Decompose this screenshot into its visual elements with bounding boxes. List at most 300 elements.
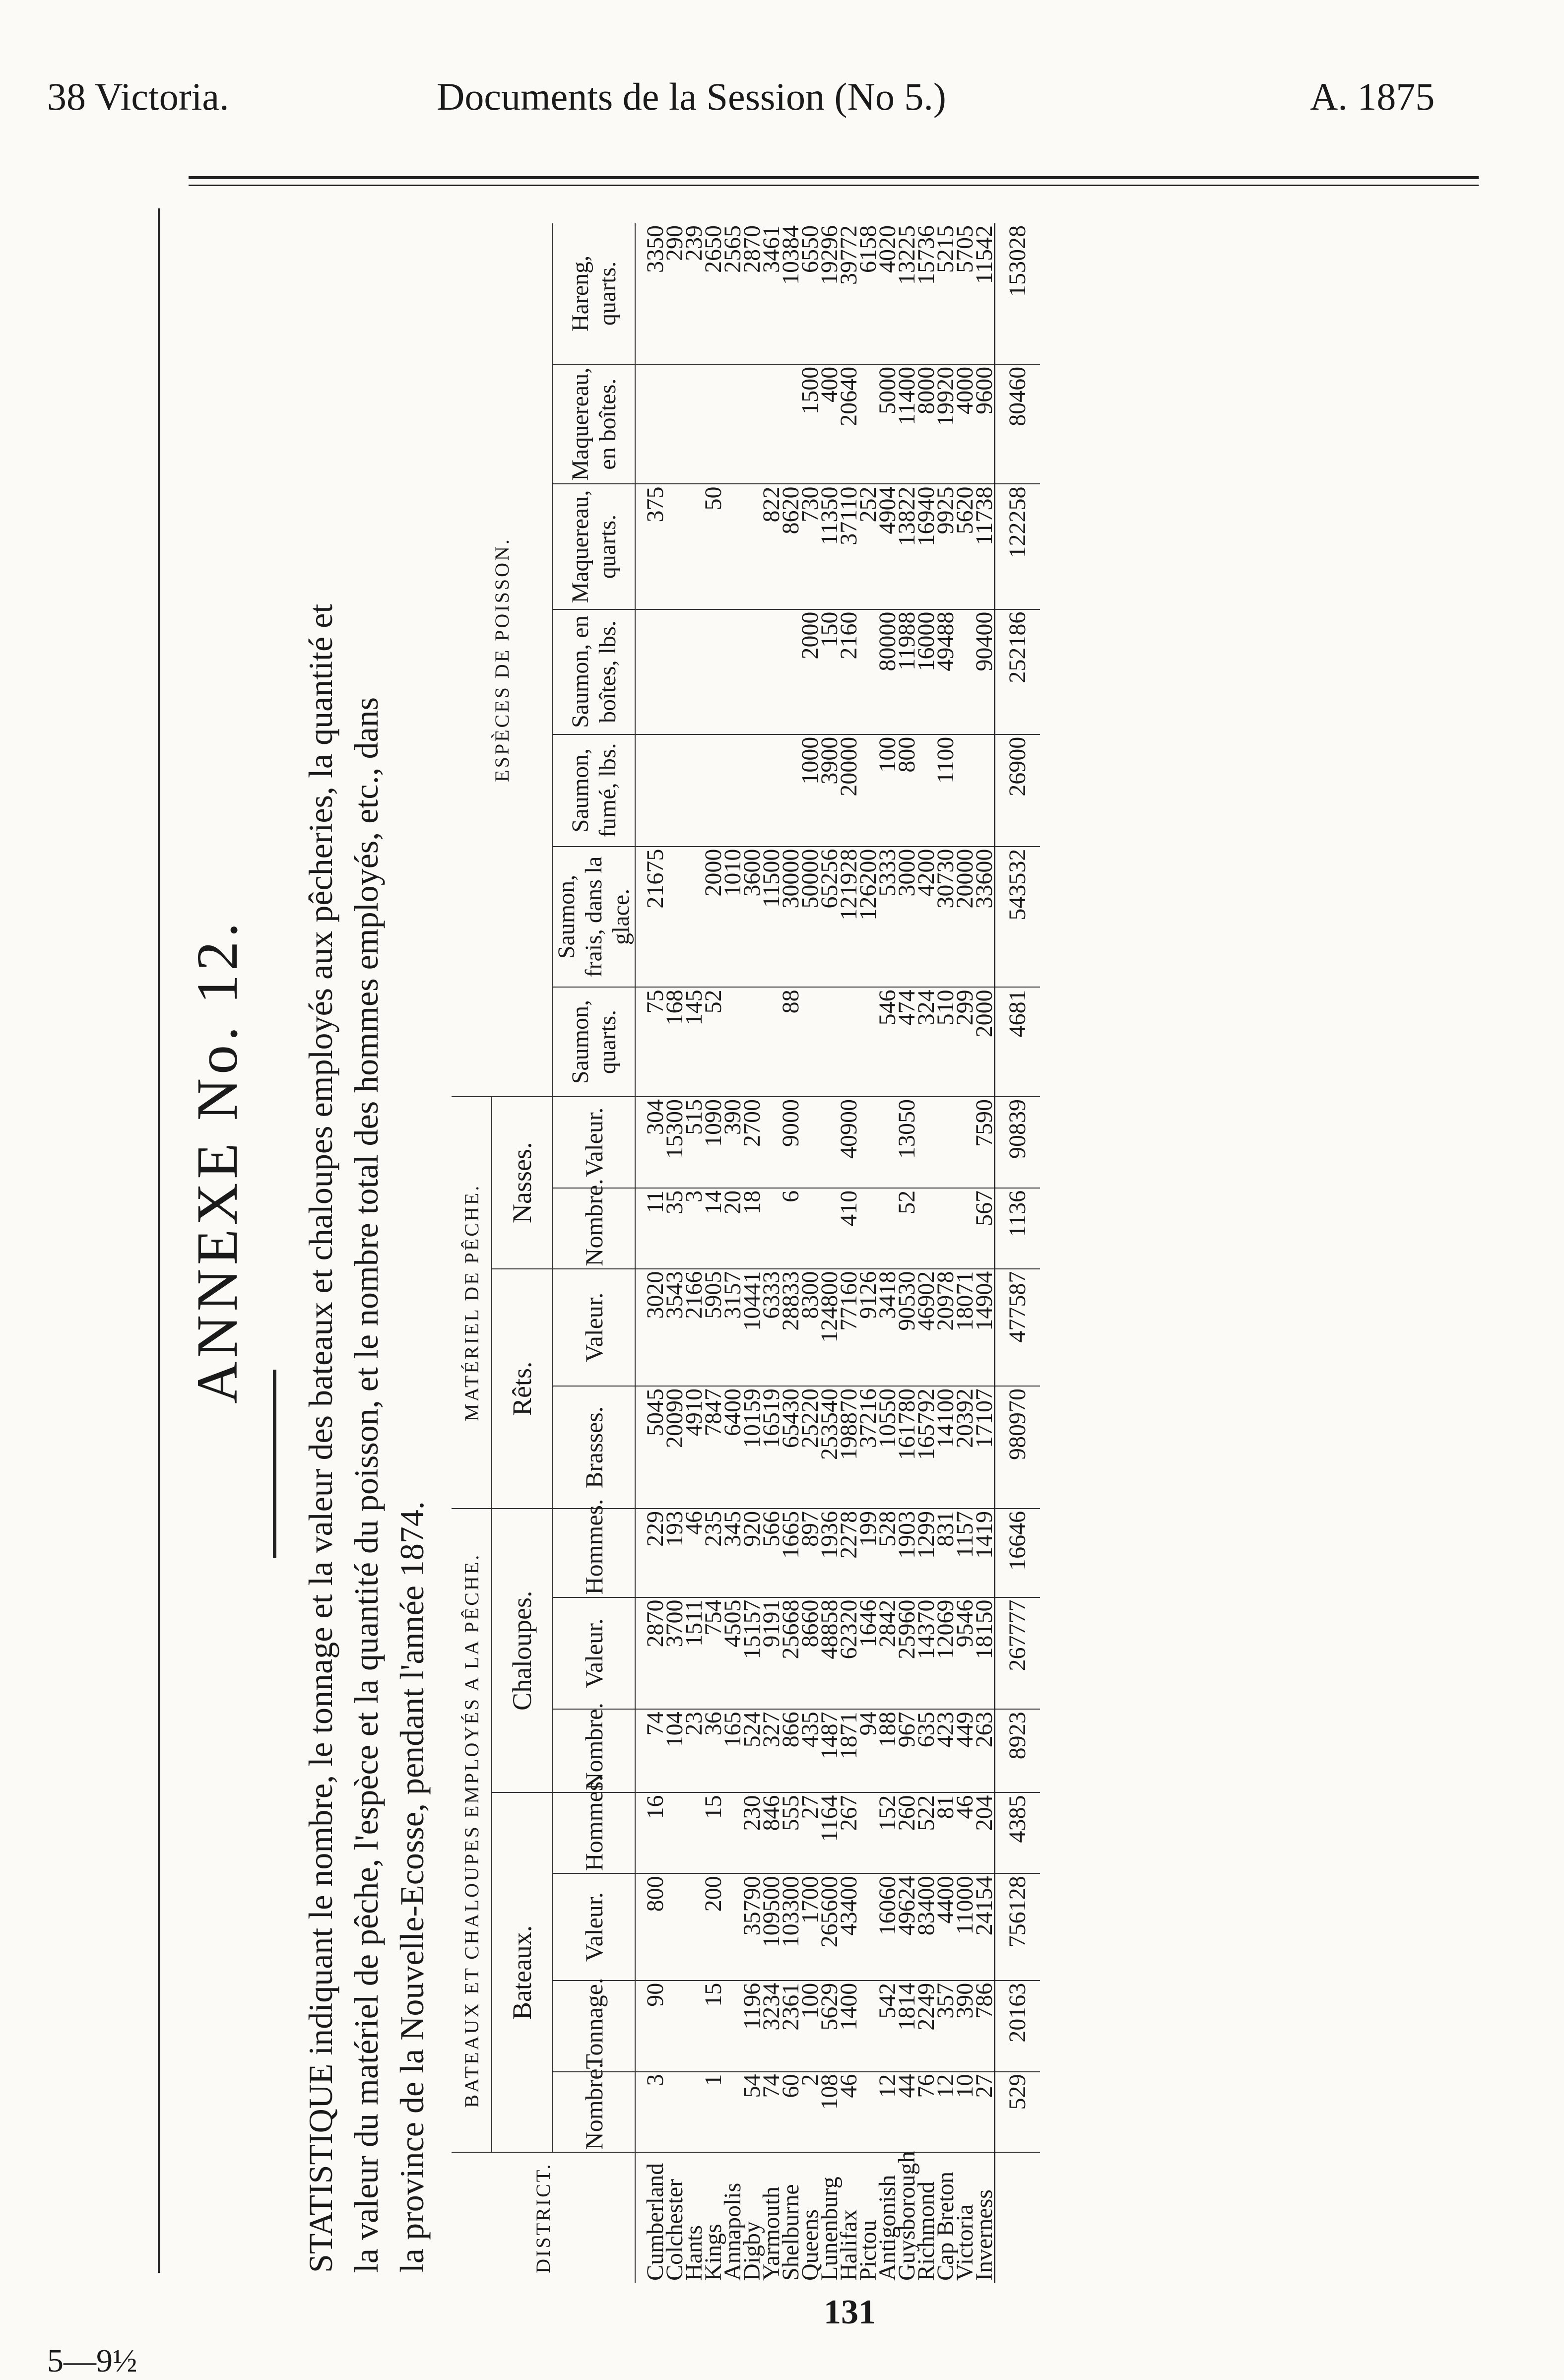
col-maquereau-quarts: Maquereau, quarts. <box>552 484 635 609</box>
value-cell: 1700 <box>800 1873 820 1980</box>
col-rets-valeur: Valeur. <box>552 1269 635 1386</box>
value-cell: 6550 <box>800 223 820 364</box>
value-cell: 3418 <box>878 1269 897 1386</box>
value-cell: 14904 <box>975 1269 995 1386</box>
annex-title: ANNEXE No. 12. <box>185 919 250 1404</box>
value-cell: 88 <box>781 987 800 1097</box>
total-cell: 529 <box>995 2072 1041 2153</box>
value-cell <box>723 734 742 847</box>
value-cell: 100 <box>878 734 897 847</box>
value-cell <box>684 734 704 847</box>
value-cell: 43400 <box>839 1873 858 1980</box>
value-cell: 2565 <box>723 223 742 364</box>
value-cell: 10441 <box>742 1269 762 1386</box>
value-cell: 16519 <box>762 1386 781 1509</box>
value-cell: 16 <box>635 1793 665 1874</box>
value-cell: 3000 <box>897 847 916 988</box>
value-cell: 39772 <box>839 223 858 364</box>
value-cell: 165 <box>723 1709 742 1792</box>
value-cell: 13050 <box>897 1097 916 1188</box>
value-cell: 3461 <box>762 223 781 364</box>
nasses-subheader: Nasses. <box>492 1097 552 1269</box>
value-cell: 25220 <box>800 1386 820 1509</box>
value-cell: 730 <box>800 484 820 609</box>
col-saumon-fume: Saumon, fumé, lbs. <box>552 734 635 847</box>
bateaux-subheader: Bateaux. <box>492 1793 552 2153</box>
value-cell: 390 <box>955 1981 975 2072</box>
value-cell: 304 <box>635 1097 665 1188</box>
value-cell: 16060 <box>878 1873 897 1980</box>
value-cell: 260 <box>897 1793 916 1874</box>
table-body <box>635 223 1040 2283</box>
value-cell: 357 <box>936 1981 955 2072</box>
value-cell <box>635 734 665 847</box>
value-cell <box>723 609 742 734</box>
district-name-cell: Guysborough <box>894 2151 920 2281</box>
value-cell: 15157 <box>742 1597 762 1710</box>
value-cell: 12069 <box>936 1597 955 1710</box>
value-cell: 2650 <box>704 223 723 364</box>
district-name-cell: Kings <box>700 2224 726 2281</box>
value-cell <box>684 609 704 734</box>
value-cell: 20978 <box>936 1269 955 1386</box>
value-cell: 5045 <box>635 1386 665 1509</box>
value-cell: 235 <box>704 1509 723 1597</box>
value-cell <box>975 734 995 847</box>
value-cell: 4505 <box>723 1597 742 1710</box>
value-cell: 11000 <box>955 1873 975 1980</box>
value-cell: 435 <box>800 1709 820 1792</box>
value-cell: 5629 <box>820 1981 839 2072</box>
col-hareng-quarts: Hareng, quarts. <box>552 223 635 364</box>
value-cell: 822 <box>762 484 781 609</box>
value-cell: 3700 <box>665 1597 684 1710</box>
value-cell: 30730 <box>936 847 955 988</box>
value-cell: 28833 <box>781 1269 800 1386</box>
district-header: DISTRICT. <box>452 2152 635 2283</box>
total-cell: 4385 <box>995 1793 1041 1874</box>
value-cell: 27 <box>800 1793 820 1874</box>
value-cell: 6158 <box>858 223 878 364</box>
value-cell: 198870 <box>839 1386 858 1509</box>
table-row <box>975 223 995 2283</box>
value-cell: 11738 <box>975 484 995 609</box>
header-rule-thin <box>189 185 1479 186</box>
value-cell <box>742 364 762 484</box>
total-cell: 16646 <box>995 1509 1041 1597</box>
value-cell: 10550 <box>878 1386 897 1509</box>
col-saumon-frais: Saumon, frais, dans la glace. <box>552 847 635 988</box>
col-nasses-nombre: Nombre. <box>552 1188 635 1269</box>
value-cell: 515 <box>684 1097 704 1188</box>
value-cell: 80000 <box>878 609 897 734</box>
value-cell: 81 <box>936 1793 955 1874</box>
total-cell: 543532 <box>995 847 1041 988</box>
value-cell <box>665 609 684 734</box>
value-cell: 1164 <box>820 1793 839 1874</box>
value-cell: 10 <box>955 2072 975 2153</box>
value-cell: 967 <box>897 1709 916 1792</box>
left-margin-rule <box>158 208 160 2273</box>
table-row <box>684 223 704 2283</box>
value-cell: 5905 <box>704 1269 723 1386</box>
table-row <box>781 223 800 2283</box>
fisheries-statistics-table <box>452 223 1040 2283</box>
value-cell: 16940 <box>916 484 936 609</box>
value-cell: 27 <box>975 2072 995 2153</box>
value-cell: 25960 <box>897 1597 916 1710</box>
value-cell: 5333 <box>878 847 897 988</box>
value-cell: 46 <box>684 1509 704 1597</box>
value-cell: 1196 <box>742 1981 762 2072</box>
value-cell: 9126 <box>858 1269 878 1386</box>
value-cell: 19920 <box>936 364 955 484</box>
value-cell <box>762 364 781 484</box>
value-cell: 17107 <box>975 1386 995 1509</box>
district-name-cell: Hants <box>681 2225 707 2281</box>
value-cell: 37216 <box>858 1386 878 1509</box>
value-cell: 50 <box>704 484 723 609</box>
value-cell: 37110 <box>839 484 858 609</box>
value-cell: 1 <box>704 2072 723 2153</box>
value-cell: 6400 <box>723 1386 742 1509</box>
value-cell: 9546 <box>955 1597 975 1710</box>
value-cell: 200 <box>704 1873 723 1980</box>
value-cell: 83400 <box>916 1873 936 1980</box>
value-cell: 8000 <box>916 364 936 484</box>
value-cell: 124800 <box>820 1269 839 1386</box>
value-cell: 74 <box>762 2072 781 2153</box>
value-cell: 522 <box>916 1793 936 1874</box>
value-cell: 2166 <box>684 1269 704 1386</box>
value-cell: 2160 <box>839 609 858 734</box>
value-cell: 1000 <box>800 734 820 847</box>
total-cell: 153028 <box>995 223 1041 364</box>
value-cell <box>635 609 665 734</box>
value-cell: 866 <box>781 1709 800 1792</box>
caption-line-1: STATISTIQUE indiquant le nombre, le tonnage et la valeur des bateaux et chaloupes employés aux pêcheries, la quantité et <box>302 603 339 2273</box>
value-cell: 49624 <box>897 1873 916 1980</box>
district-name-cell: Colchester <box>661 2179 688 2281</box>
page-number: 131 <box>824 2293 876 2331</box>
table-row <box>665 223 684 2283</box>
rotated-content <box>174 194 1474 2303</box>
value-cell: 11400 <box>897 364 916 484</box>
fish-species-group-header: ESPÈCES DE POISSON. <box>452 223 552 1097</box>
total-cell: 80460 <box>995 364 1041 484</box>
value-cell: 23 <box>684 1709 704 1792</box>
value-cell: 1665 <box>781 1509 800 1597</box>
value-cell <box>742 987 762 1097</box>
value-cell: 1903 <box>897 1509 916 1597</box>
value-cell: 1010 <box>723 847 742 988</box>
value-cell: 199 <box>858 1509 878 1597</box>
value-cell: 290 <box>665 223 684 364</box>
value-cell: 62320 <box>839 1597 858 1710</box>
value-cell: 46902 <box>916 1269 936 1386</box>
col-nasses-valeur: Valeur. <box>552 1097 635 1188</box>
value-cell: 21675 <box>635 847 665 988</box>
value-cell: 6333 <box>762 1269 781 1386</box>
value-cell: 2249 <box>916 1981 936 2072</box>
value-cell: 449 <box>955 1709 975 1792</box>
header-rule <box>189 176 1479 179</box>
col-maquereau-boites: Maquereau, en boîtes. <box>552 364 635 484</box>
value-cell: 390 <box>723 1097 742 1188</box>
value-cell: 74 <box>635 1709 665 1792</box>
value-cell: 635 <box>916 1709 936 1792</box>
value-cell: 566 <box>762 1509 781 1597</box>
value-cell: 168 <box>665 987 684 1097</box>
value-cell: 14 <box>704 1188 723 1269</box>
value-cell: 65256 <box>820 847 839 988</box>
value-cell: 18071 <box>955 1269 975 1386</box>
value-cell: 846 <box>762 1793 781 1874</box>
value-cell: 1511 <box>684 1597 704 1710</box>
value-cell: 60 <box>781 2072 800 2153</box>
value-cell: 5620 <box>955 484 975 609</box>
value-cell: 193 <box>665 1509 684 1597</box>
value-cell: 1487 <box>820 1709 839 1792</box>
value-cell: 524 <box>742 1709 762 1792</box>
value-cell: 567 <box>975 1188 995 1269</box>
value-cell <box>723 364 742 484</box>
district-name-cell: Richmond <box>913 2182 939 2281</box>
total-cell: 1136 <box>995 1188 1041 1269</box>
table-row <box>635 223 665 2283</box>
value-cell: 152 <box>878 1793 897 1874</box>
printer-signature: 5—9½ <box>47 2343 137 2379</box>
value-cell: 9600 <box>975 364 995 484</box>
total-cell: 26900 <box>995 734 1041 847</box>
value-cell: 20000 <box>955 847 975 988</box>
value-cell: 3020 <box>635 1269 665 1386</box>
value-cell <box>635 364 665 484</box>
district-name-cell: Antigonish <box>874 2175 901 2281</box>
value-cell: 3600 <box>742 847 762 988</box>
value-cell: 12 <box>878 2072 897 2153</box>
value-cell: 52 <box>897 1188 916 1269</box>
value-cell: 1299 <box>916 1509 936 1597</box>
value-cell: 103300 <box>781 1873 800 1980</box>
district-name-cell: Inverness <box>971 2189 997 2281</box>
value-cell: 7847 <box>704 1386 723 1509</box>
running-header-left: 38 Victoria. <box>47 75 229 118</box>
value-cell: 33600 <box>975 847 995 988</box>
value-cell: 108 <box>820 2072 839 2153</box>
value-cell: 8300 <box>800 1269 820 1386</box>
totals-label-cell <box>995 2152 1041 2283</box>
value-cell: 50000 <box>800 847 820 988</box>
value-cell: 16000 <box>916 609 936 734</box>
value-cell: 13822 <box>897 484 916 609</box>
district-name-cell: Queens <box>797 2209 823 2281</box>
value-cell: 920 <box>742 1509 762 1597</box>
value-cell <box>839 987 858 1097</box>
col-bateaux-valeur: Valeur. <box>552 1873 635 1980</box>
value-cell: 230 <box>742 1793 762 1874</box>
value-cell: 9191 <box>762 1597 781 1710</box>
value-cell: 253540 <box>820 1386 839 1509</box>
col-bateaux-nombre: Nombre. <box>552 2072 635 2153</box>
gear-group-header: MATÉRIEL DE PÊCHE. <box>452 1097 492 1509</box>
value-cell <box>704 734 723 847</box>
total-cell: 980970 <box>995 1386 1041 1509</box>
caption-line-2: la valeur du matériel de pêche, l'espèce et la quantité du poisson, et le nombre total des hommes employés, etc., dans <box>347 697 385 2273</box>
value-cell: 90 <box>635 1981 665 2072</box>
total-cell: 122258 <box>995 484 1041 609</box>
value-cell: 25668 <box>781 1597 800 1710</box>
value-cell: 831 <box>936 1509 955 1597</box>
value-cell: 555 <box>781 1793 800 1874</box>
value-cell: 423 <box>936 1709 955 1792</box>
value-cell <box>936 1097 955 1188</box>
value-cell: 2700 <box>742 1097 762 1188</box>
value-cell: 18150 <box>975 1597 995 1710</box>
value-cell <box>742 609 762 734</box>
value-cell: 345 <box>723 1509 742 1597</box>
table-row <box>723 223 742 2283</box>
value-cell: 800 <box>897 734 916 847</box>
value-cell: 35 <box>665 1188 684 1269</box>
value-cell: 1871 <box>839 1709 858 1792</box>
table-row <box>742 223 762 2283</box>
value-cell <box>936 1188 955 1269</box>
value-cell: 40900 <box>839 1097 858 1188</box>
value-cell: 263 <box>975 1709 995 1792</box>
value-cell: 48858 <box>820 1597 839 1710</box>
value-cell: 4910 <box>684 1386 704 1509</box>
value-cell: 161780 <box>897 1386 916 1509</box>
value-cell: 145 <box>684 987 704 1097</box>
value-cell: 327 <box>762 1709 781 1792</box>
value-cell: 375 <box>635 484 665 609</box>
value-cell: 4000 <box>955 364 975 484</box>
value-cell: 324 <box>916 987 936 1097</box>
value-cell: 12 <box>936 2072 955 2153</box>
col-bateaux-hommes: Hommes. <box>552 1793 635 1874</box>
col-chaloupes-nombre: Nombre. <box>552 1709 635 1792</box>
value-cell: 49488 <box>936 609 955 734</box>
value-cell: 15736 <box>916 223 936 364</box>
value-cell <box>762 609 781 734</box>
value-cell <box>742 734 762 847</box>
value-cell: 11350 <box>820 484 839 609</box>
value-cell: 10384 <box>781 223 800 364</box>
value-cell: 6 <box>781 1188 800 1269</box>
value-cell: 528 <box>878 1509 897 1597</box>
value-cell: 90530 <box>897 1269 916 1386</box>
value-cell: 786 <box>975 1981 995 2072</box>
value-cell: 14100 <box>936 1386 955 1509</box>
value-cell <box>762 734 781 847</box>
value-cell: 2 <box>800 2072 820 2153</box>
value-cell: 4200 <box>916 847 936 988</box>
value-cell: 7590 <box>975 1097 995 1188</box>
value-cell: 9000 <box>781 1097 800 1188</box>
district-name-cell: Pictou <box>855 2220 881 2281</box>
value-cell: 5705 <box>955 223 975 364</box>
value-cell: 10159 <box>742 1386 762 1509</box>
total-cell: 252186 <box>995 609 1041 734</box>
value-cell: 4904 <box>878 484 897 609</box>
value-cell: 1090 <box>704 1097 723 1188</box>
total-cell: 4681 <box>995 987 1041 1097</box>
value-cell: 2361 <box>781 1981 800 2072</box>
total-cell: 267777 <box>995 1597 1041 1710</box>
value-cell: 14370 <box>916 1597 936 1710</box>
value-cell: 104 <box>665 1709 684 1792</box>
value-cell <box>704 364 723 484</box>
district-name-cell: Cap Breton <box>932 2172 959 2281</box>
value-cell: 2278 <box>839 1509 858 1597</box>
value-cell: 2000 <box>800 609 820 734</box>
value-cell: 400 <box>820 364 839 484</box>
chaloupes-subheader: Chaloupes. <box>492 1509 552 1793</box>
rotated-content-frame <box>174 194 1474 2303</box>
value-cell: 2870 <box>742 223 762 364</box>
district-name-cell: Halifax <box>836 2209 862 2281</box>
value-cell: 109500 <box>762 1873 781 1980</box>
value-cell: 1814 <box>897 1981 916 2072</box>
value-cell: 8660 <box>800 1597 820 1710</box>
value-cell: 3157 <box>723 1269 742 1386</box>
running-header-center: Documents de la Session (No 5.) <box>437 75 946 118</box>
value-cell: 1100 <box>936 734 955 847</box>
value-cell: 267 <box>839 1793 858 1874</box>
value-cell: 90400 <box>975 609 995 734</box>
value-cell: 542 <box>878 1981 897 2072</box>
total-cell: 477587 <box>995 1269 1041 1386</box>
value-cell: 897 <box>800 1509 820 1597</box>
value-cell: 1500 <box>800 364 820 484</box>
value-cell: 3350 <box>635 223 665 364</box>
value-cell: 52 <box>704 987 723 1097</box>
totals-row <box>995 223 1041 2283</box>
value-cell: 76 <box>916 2072 936 2153</box>
value-cell: 65430 <box>781 1386 800 1509</box>
value-cell: 11542 <box>975 223 995 364</box>
value-cell: 1646 <box>858 1597 878 1710</box>
value-cell: 11500 <box>762 847 781 988</box>
value-cell: 410 <box>839 1188 858 1269</box>
value-cell: 9925 <box>936 484 955 609</box>
value-cell: 20000 <box>839 734 858 847</box>
district-name-cell: Cumberland <box>642 2163 668 2281</box>
value-cell <box>665 364 684 484</box>
value-cell: 36 <box>704 1709 723 1792</box>
table-caption <box>298 238 435 2273</box>
value-cell: 44 <box>897 2072 916 2153</box>
table-row <box>839 223 858 2283</box>
district-name-cell: Yarmouth <box>758 2186 784 2281</box>
value-cell: 15300 <box>665 1097 684 1188</box>
value-cell: 46 <box>839 2072 858 2153</box>
value-cell: 11988 <box>897 609 916 734</box>
value-cell: 546 <box>878 987 897 1097</box>
value-cell: 35790 <box>742 1873 762 1980</box>
boats-group-header: BATEAUX ET CHALOUPES EMPLOYÉS A LA PÊCHE. <box>452 1509 492 2152</box>
value-cell: 20392 <box>955 1386 975 1509</box>
value-cell: 252 <box>858 484 878 609</box>
value-cell <box>820 987 839 1097</box>
value-cell: 100 <box>800 1981 820 2072</box>
col-bateaux-tonnage: Tonnage. <box>552 1981 635 2072</box>
value-cell: 46 <box>955 1793 975 1874</box>
value-cell: 5000 <box>878 364 897 484</box>
value-cell: 20 <box>723 1188 742 1269</box>
value-cell: 188 <box>878 1709 897 1792</box>
